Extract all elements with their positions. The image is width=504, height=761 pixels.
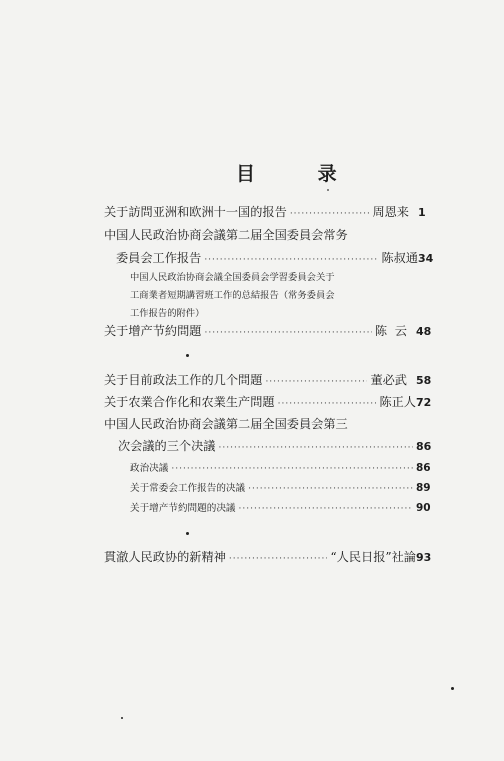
toc-entry-page: 89: [416, 482, 431, 494]
toc-entry-page: 48: [416, 325, 432, 338]
dot-leader: [229, 550, 328, 568]
toc-entry-page: 93: [416, 551, 432, 564]
toc-entry-title: 中国人民政治协商会議第二届全国委員会第三: [104, 417, 348, 431]
toc-entry-page: 90: [416, 502, 431, 514]
toc-subentry-production-resolution[interactable]: [130, 499, 434, 517]
toc-entry-author: “人民日报”社論: [330, 550, 416, 564]
dot-leader: [265, 373, 367, 391]
toc-entry-third-session-line2[interactable]: [118, 437, 434, 455]
toc-entry-page: 86: [416, 462, 431, 474]
toc-entry-author: 董必武: [370, 373, 407, 387]
toc-entry-title: 关于增产节約問題的决議: [130, 503, 236, 514]
toc-entry-page: 58: [416, 374, 432, 387]
dot-leader: [239, 500, 413, 518]
separator-dot: [186, 532, 189, 535]
toc-entry-page: 1: [418, 206, 426, 219]
toc-entry-title: 委員会工作报告: [116, 251, 202, 265]
scan-speck: [451, 687, 454, 690]
toc-entry-cppcc-report-line1[interactable]: [104, 226, 348, 244]
toc-entry-title: 中国人民政治协商会議第二届全国委員会常务: [104, 228, 348, 242]
dot-leader: [204, 251, 378, 269]
toc-entry-title: 关于农業合作化和农業生产問題: [104, 395, 275, 409]
toc-entry-author: 陈叔通: [381, 251, 418, 265]
toc-note-line: 工商業者短期講習班工作的总結报告（常务委員会: [130, 290, 335, 301]
toc-entry-author: 陈正人: [379, 395, 416, 409]
scan-speck: [121, 717, 123, 719]
toc-entry-author: 陈 云: [374, 324, 407, 338]
toc-entry-title: 政治决議: [130, 463, 169, 474]
toc-entry-zhou-enlai-report[interactable]: [104, 203, 436, 221]
toc-entry-title: 貫澈人民政协的新精神: [104, 550, 226, 564]
toc-entry-page: 34: [418, 252, 434, 265]
toc-entry-title: 关于增产节約問題: [104, 324, 202, 338]
dot-leader: [248, 480, 413, 498]
dot-leader: [205, 324, 372, 342]
toc-entry-title: 次会議的三个决議: [118, 439, 216, 453]
toc-subentry-political-resolution[interactable]: [130, 459, 434, 477]
toc-entry-dong-biwu[interactable]: [104, 371, 434, 389]
toc-entry-chen-yun[interactable]: [104, 322, 434, 340]
dot-leader: [290, 205, 370, 223]
toc-entry-title: 关于目前政法工作的几个問題: [104, 373, 263, 387]
dot-leader: [219, 439, 414, 457]
toc-entry-title: 关于訪問亚洲和欧洲十一国的报告: [104, 205, 287, 219]
dot-leader: [171, 460, 413, 478]
scan-speck: [327, 189, 329, 191]
toc-entry-page: 72: [416, 396, 432, 409]
toc-note-line: 工作报告的附件）: [130, 308, 205, 319]
dot-leader: [278, 395, 377, 413]
toc-entry-peoples-daily-editorial[interactable]: [104, 548, 434, 566]
toc-note-line: 中国人民政治协商会議全国委員会学習委員会关于: [130, 272, 335, 283]
toc-entry-chen-zhengren[interactable]: [104, 393, 434, 411]
page-title: 目 录: [236, 163, 365, 185]
toc-entry-cppcc-report-line2[interactable]: [116, 249, 436, 267]
toc-entry-page: 86: [416, 440, 432, 453]
toc-entry-title: 关于常委会工作报告的决議: [130, 483, 246, 494]
toc-entry-third-session-line1[interactable]: [104, 415, 348, 433]
toc-subentry-committee-report-resolution[interactable]: [130, 479, 434, 497]
toc-entry-author: 周恩来: [372, 205, 409, 219]
separator-dot: [186, 354, 189, 357]
